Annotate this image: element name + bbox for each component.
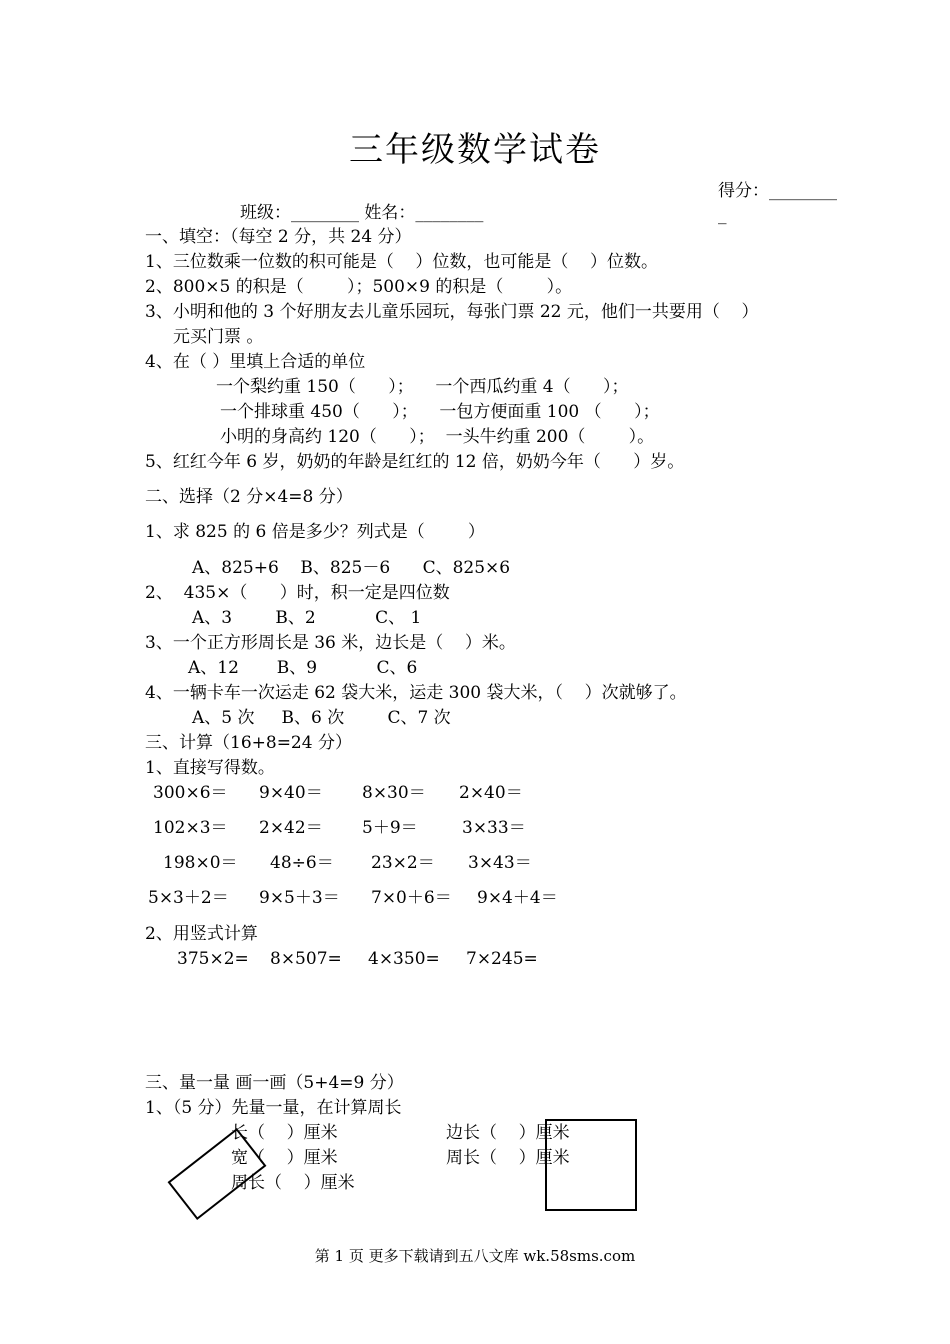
s1-question-4: 4、在（ ）里填上合适的单位 xyxy=(145,352,366,372)
vertical-calc-item: 4×350= xyxy=(368,949,440,969)
calc-item: 5×3＋2＝ xyxy=(148,888,229,908)
calc-item: 2×40＝ xyxy=(459,783,523,803)
calc-item: 9×5＋3＝ xyxy=(259,888,340,908)
s1-question-5: 5、红红今年 6 岁，奶奶的年龄是红红的 12 倍，奶奶今年（ ）岁。 xyxy=(145,452,685,472)
s2-question-1-options: A、825+6 B、825－6 C、825×6 xyxy=(192,558,511,578)
calc-item: 8×30＝ xyxy=(362,783,426,803)
section-2-heading: 二、选择（2 分×4=8 分） xyxy=(145,487,353,507)
section-3-heading: 三、计算（16+8=24 分） xyxy=(145,733,352,753)
s3-sub-1: 1、直接写得数。 xyxy=(145,758,275,778)
calc-item: 5＋9＝ xyxy=(362,818,418,838)
s1-question-3: 3、小明和他的 3 个好朋友去儿童乐园玩，每张门票 22 元，他们一共要用（ ） xyxy=(145,302,759,322)
calc-item: 23×2＝ xyxy=(371,853,435,873)
calc-item: 3×43＝ xyxy=(468,853,532,873)
s2-question-4: 4、一辆卡车一次运走 62 袋大米，运走 300 袋大米，（ ）次就够了。 xyxy=(145,683,687,703)
s1-question-4-line-a: 一个梨约重 150（ ）； 一个西瓜约重 4（ ）； xyxy=(216,377,629,397)
calc-item: 48÷6＝ xyxy=(270,853,334,873)
s1-question-4-line-b: 一个排球重 450（ ）； 一包方便面重 100 （ ）； xyxy=(220,402,660,422)
s2-question-2-options: A、3 B、2 C、 1 xyxy=(192,608,422,628)
class-name-line: 班级：________ 姓名：________ xyxy=(240,203,484,223)
vertical-calc-item: 8×507= xyxy=(270,949,342,969)
vertical-calc-item: 375×2= xyxy=(177,949,249,969)
calc-item: 2×42＝ xyxy=(259,818,323,838)
vertical-calc-item: 7×245= xyxy=(466,949,538,969)
page-title: 三年级数学试卷 xyxy=(349,130,601,170)
rect-width-label: 宽（ ）厘米 xyxy=(231,1148,338,1168)
s4-question-1: 1、（5 分）先量一量，在计算周长 xyxy=(145,1098,402,1118)
rect-length-label: 长（ ）厘米 xyxy=(231,1123,338,1143)
s1-question-3-cont: 元买门票 。 xyxy=(173,327,264,347)
s2-question-3-options: A、12 B、9 C、6 xyxy=(188,658,418,678)
page-footer: 第 1 页 更多下载请到五八文库 wk.58sms.com xyxy=(314,1247,636,1265)
s2-question-4-options: A、5 次 B、6 次 C、7 次 xyxy=(192,708,451,728)
s2-question-1: 1、求 825 的 6 倍是多少？列式是（ ） xyxy=(145,522,485,542)
rect-perimeter-label: 周长（ ）厘米 xyxy=(231,1173,355,1193)
s1-question-4-line-c: 小明的身高约 120（ ）； 一头牛约重 200（ ）。 xyxy=(220,427,655,447)
s3-sub-2: 2、用竖式计算 xyxy=(145,924,258,944)
section-1-heading: 一、填空：（每空 2 分，共 24 分） xyxy=(145,227,412,247)
score-label-tail: _ xyxy=(718,205,727,225)
calc-item: 300×6＝ xyxy=(153,783,228,803)
s1-question-1: 1、三位数乘一位数的积可能是（ ）位数，也可能是（ ）位数。 xyxy=(145,252,659,272)
section-4-heading: 三、量一量 画一画（5+4=9 分） xyxy=(145,1073,404,1093)
s1-question-2: 2、800×5 的积是（ ）；500×9 的积是（ ）。 xyxy=(145,277,573,297)
calc-item: 198×0＝ xyxy=(163,853,238,873)
s2-question-2: 2、 435×（ ）时，积一定是四位数 xyxy=(145,583,450,603)
s2-question-3: 3、一个正方形周长是 36 米，边长是（ ）米。 xyxy=(145,633,516,653)
calc-item: 7×0＋6＝ xyxy=(371,888,452,908)
square-side-label: 边长（ ）厘米 xyxy=(446,1123,570,1143)
calc-item: 9×4＋4＝ xyxy=(477,888,558,908)
score-label: 得分：________ xyxy=(718,181,837,201)
calc-item: 102×3＝ xyxy=(153,818,228,838)
calc-item: 3×33＝ xyxy=(462,818,526,838)
calc-item: 9×40＝ xyxy=(259,783,323,803)
square-perimeter-label: 周长（ ）厘米 xyxy=(446,1148,570,1168)
